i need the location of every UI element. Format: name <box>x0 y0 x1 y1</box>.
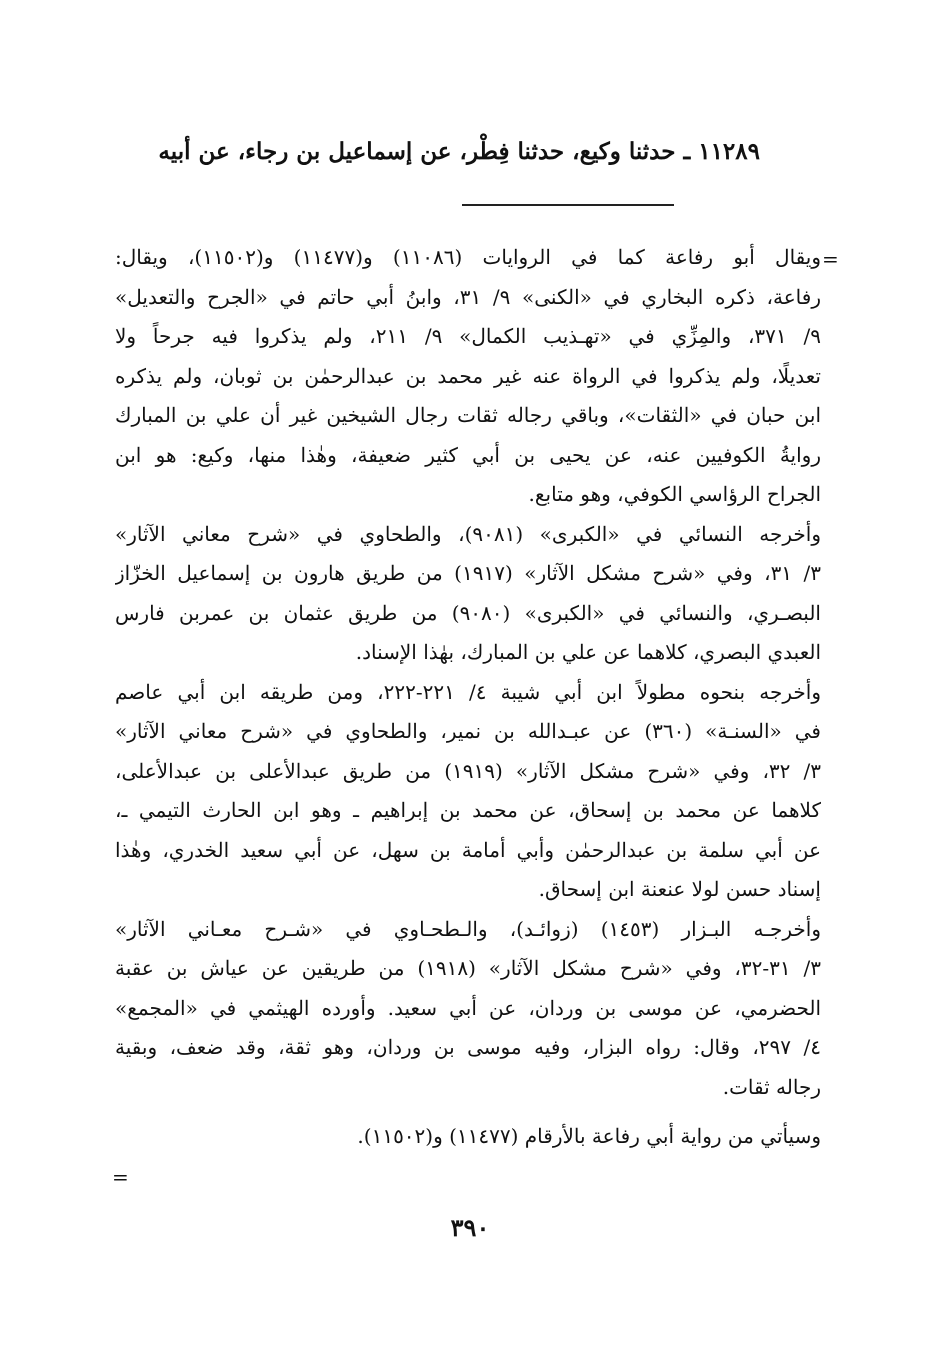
footnote-line: ٣/ ٣٢، وفي «شرح مشكل الآثار» (١٩١٩) من طريق عبدالأعلى بن عبدالأعلى، <box>115 758 821 783</box>
hadith-header: ١١٢٨٩ ـ حدثنا وكيع، حدثنا فِطْر، عن إسماعيل بن رجاء، عن أبيه <box>158 138 760 165</box>
footnote-line: وأخرجه بنحوه مطولاً ابن أبي شيبة ٤/ ٢٢١-٢٢٢، ومن طريقه ابن أبي عاصم <box>115 679 821 704</box>
footnote-line: عن أبي سلمة بن عبدالرحمٰن وأبي أمامة بن سهل، عن أبي سعيد الخدري، وهٰذا <box>115 837 821 862</box>
footnote-line: تعديلًا، ولم يذكروا في الرواة عنه غير محمد بن عبدالرحمٰن بن ثوبان، ولم يذكره <box>115 363 821 388</box>
page-number: ٣٩٠ <box>450 1213 490 1242</box>
footnote-line: في «السنـة» (٣٦٠) عن عبـدالله بن نمير، والطحاوي في «شرح معاني الآثار» <box>115 719 821 743</box>
footnote-line: ٩/ ٣٧١، والمِزِّي في «تهـذيب الكمال» ٩/ ٢١١، ولم يذكروا فيه جرحاً ولا <box>115 324 821 348</box>
paragraph-gap <box>115 1107 821 1117</box>
footnote-line: ابن حبان في «الثقات»، وباقي رجاله ثقات رجال الشيخين غير أن علي بن المبارك <box>115 403 821 427</box>
footnote-line: الجراح الرؤاسي الكوفي، وهو متابع. <box>528 482 821 506</box>
footnote-line: رفاعة، ذكره البخاري في «الكنى» ٩/ ٣١، وابنُ أبي حاتم في «الجرح والتعديل» <box>115 284 821 309</box>
footnote-line: روايةُ الكوفيين عنه، عن يحيى بن أبي كثير ضعيفة، وهٰذا منها، وكيع: هو ابن <box>115 442 821 467</box>
footnote-line: وسيأتي من رواية أبي رفاعة بالأرقام (١١٤٧٧) و(١١٥٠٢). <box>357 1124 821 1148</box>
footnote-line: الحضرمي، عن موسى بن وردان، عن أبي سعيد. وأورده الهيثمي في «المجمع» <box>115 995 821 1020</box>
footnote-line: البصـري، والنسائي في «الكبرى» (٩٠٨٠) من طريق عثمان بن عمربن فارس <box>115 600 821 625</box>
footnotes <box>115 238 821 1157</box>
footnote-separator <box>462 204 674 206</box>
footnote-line: ٤/ ٢٩٧، وقال: رواه البزار، وفيه موسى بن وردان، وهو ثقة، وقد ضعف، وبقية <box>115 1035 821 1059</box>
footnote-line: ٣/ ٣١، وفي «شرح مشكل الآثار» (١٩١٧) من طريق هارون بن إسماعيل الخزّاز <box>115 561 821 585</box>
footnote-continues-mark: = <box>112 1165 129 1189</box>
footnote-line: العبدي البصري، كلاهما عن علي بن المبارك، بهٰذا الإسناد. <box>355 640 821 664</box>
footnote-line: إسناد حسن لولا عنعنة ابن إسحاق. <box>538 877 821 901</box>
footnote-line: ويقال أبو رفاعة كما في الروايات (١١٠٨٦) و(١١٤٧٧) و(١١٥٠٢)، ويقال: <box>115 245 821 269</box>
footnote-continuation-mark: = <box>822 247 839 271</box>
footnote-line: كلاهما عن محمد بن إسحاق، عن محمد بن إبراهيم ـ وهو ابن الحارث التيمي ـ، <box>115 798 821 822</box>
footnote-line: وأخرجه النسائي في «الكبرى» (٩٠٨١)، والطحاوي في «شرح معاني الآثار» <box>115 521 821 546</box>
footnote-line: رجاله ثقات. <box>722 1074 821 1099</box>
footnote-line: ٣/ ٣١-٣٢، وفي «شرح مشكل الآثار» (١٩١٨) من طريقين عن عياش بن عقبة <box>115 956 821 980</box>
footnote-line: وأخرجـه البـزار (١٤٥٣) (زوائـد)، والـطحـاوي في «شـرح معـاني الآثار» <box>115 916 821 941</box>
